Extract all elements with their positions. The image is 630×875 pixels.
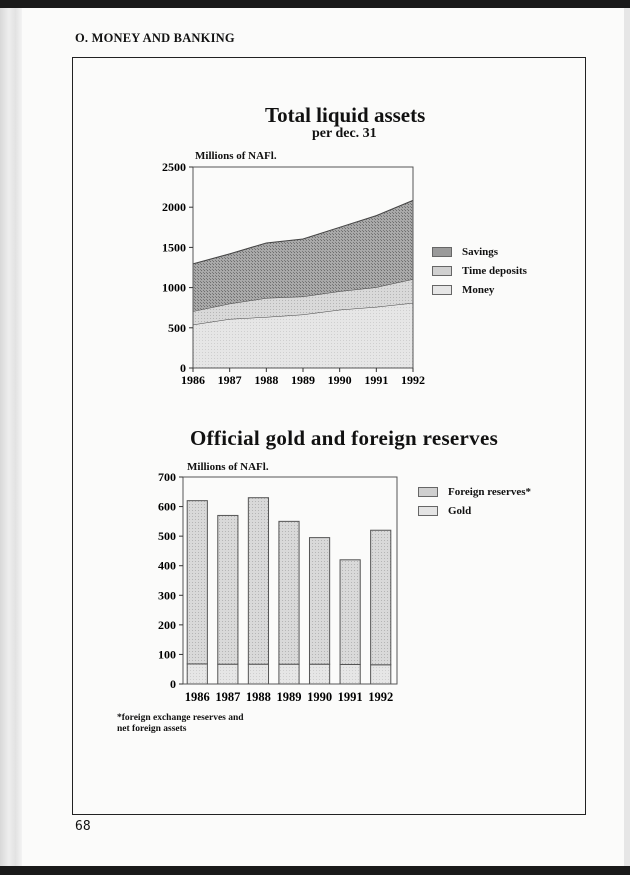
legend-item-foreign-reserves: Foreign reserves* [418,482,531,501]
y-tick-label: 700 [158,470,176,484]
foreign-reserves-bar-segment [218,515,238,664]
y-tick-label: 2000 [162,200,186,215]
x-tick-label: 1988 [254,373,279,387]
gold-bar-segment [187,664,207,684]
x-tick-label: 1986 [184,690,210,704]
x-tick-label: 1986 [181,373,205,387]
y-tick-label: 0 [180,361,186,375]
foreign-reserves-bar-segment [248,498,268,664]
gold-bar-segment [248,664,268,684]
y-tick-label: 2500 [162,160,186,174]
foreign-reserves-bar-segment [309,538,329,665]
section-heading: O. MONEY AND BANKING [75,31,235,45]
y-tick-label: 600 [158,499,176,514]
gold-bar-segment [309,664,329,684]
y-tick-label: 1500 [162,240,186,255]
x-tick-label: 1989 [291,373,315,387]
foreign-reserves-bar-segment [279,521,299,664]
y-tick-label: 200 [158,617,176,632]
x-tick-label: 1992 [401,373,425,387]
chart2-bars [187,498,391,684]
y-tick-label: 500 [168,320,186,335]
x-tick-label: 1992 [368,690,394,704]
y-tick-label: 400 [158,558,176,573]
foreign-reserves-bar-segment [371,530,391,665]
y-tick-label: 500 [158,529,176,544]
x-tick-label: 1988 [245,690,271,704]
chart1-subtitle: per dec. 31 [312,126,377,141]
legend-item-gold: Gold [418,501,531,520]
legend-item-savings: Savings [432,242,527,261]
y-tick-label: 100 [158,647,176,662]
gold-bar-segment [218,664,238,684]
chart1-title: Total liquid assets [265,103,426,127]
legend-item-time-deposits: Time deposits [432,261,527,280]
foreign-reserves-bar-segment [187,501,207,664]
chart2-footnote: *foreign exchange reserves and net foreign assets [117,713,244,734]
gold-bar-segment [279,664,299,684]
gold-bar-segment [371,665,391,684]
x-tick-label: 1991 [337,690,363,704]
chart2-title: Official gold and foreign reserves [190,426,499,450]
x-tick-label: 1990 [327,373,352,387]
gold-swatch-icon [418,506,438,516]
x-tick-label: 1991 [364,373,389,387]
x-tick-label: 1989 [276,690,302,704]
chart1-unit-label: Millions of NAFl. [195,150,277,162]
y-tick-label: 1000 [162,280,186,295]
x-tick-label: 1990 [307,690,333,704]
foreign-reserves-bar-segment [340,560,360,665]
x-tick-label: 1987 [215,690,241,704]
foreign-reserves-swatch-icon [418,487,438,497]
gold-bar-segment [340,664,360,684]
page-number: 68 [75,819,91,834]
legend-item-money: Money [432,280,527,299]
chart2-unit-label: Millions of NAFl. [187,461,269,473]
y-tick-label: 0 [170,677,176,691]
chart2-legend [418,482,531,520]
x-tick-label: 1987 [217,373,242,387]
y-tick-label: 300 [158,588,176,603]
